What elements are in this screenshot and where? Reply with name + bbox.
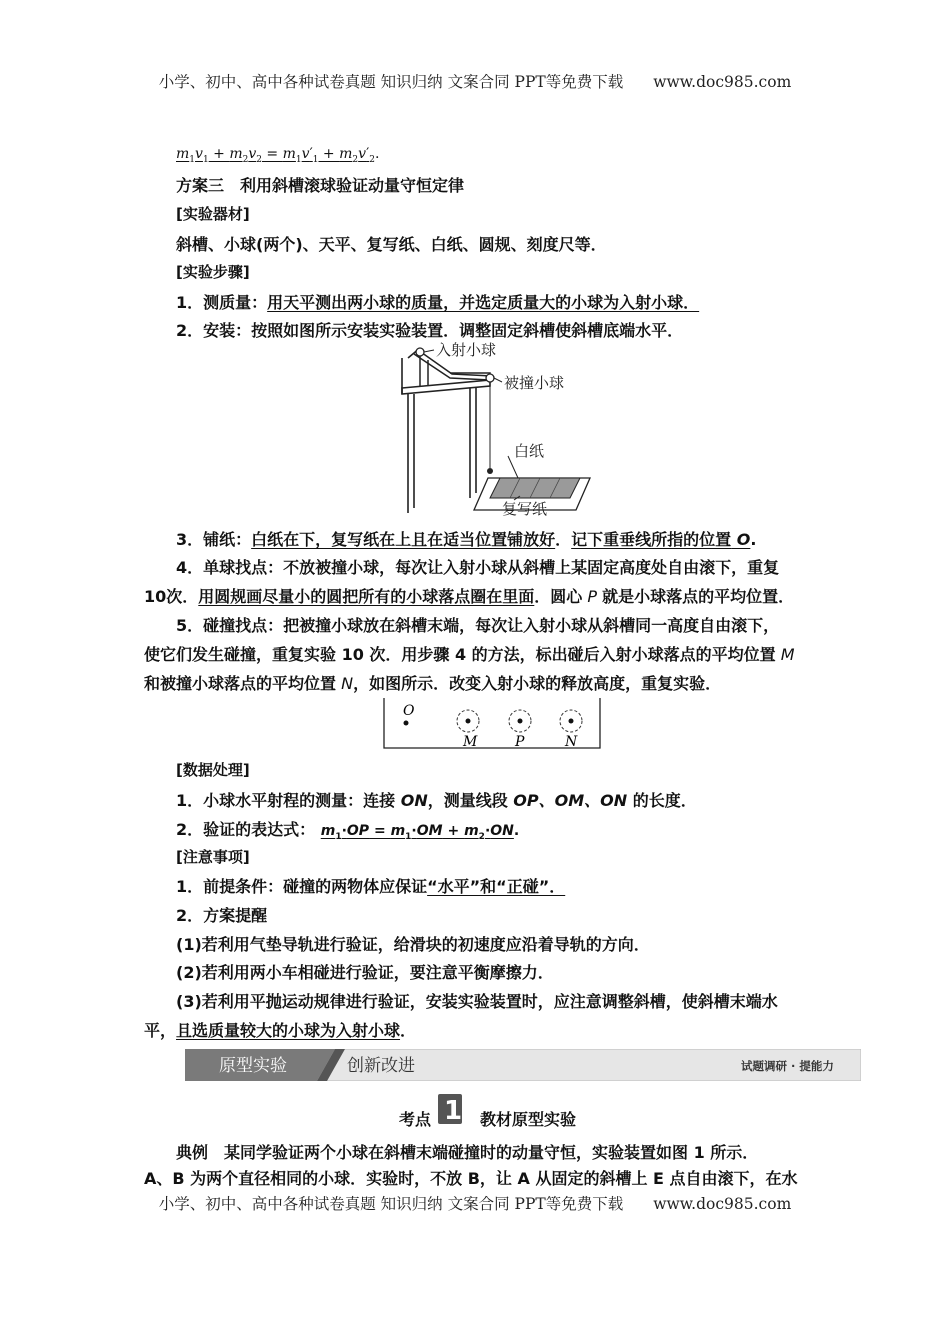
section-steps: [实验步骤] — [176, 263, 250, 281]
header-text: 小学、初中、高中各种试卷真题 知识归纳 文案合同 PPT等免费下载 — [158, 73, 624, 91]
incident-ball-icon — [416, 348, 424, 356]
step4-line1: 4．单球找点：不放被撞小球，每次让入射小球从斜槽上某固定高度处自由滚下，重复 — [176, 558, 780, 577]
label-carbon-paper: 复写纸 — [502, 500, 548, 518]
kaodian-prefix: 考点 — [399, 1110, 432, 1129]
label-N: N — [565, 734, 578, 750]
step3-u2: 记下重垂线所指的位置 — [571, 530, 732, 549]
kaodian-number: 1 — [444, 1096, 463, 1126]
example-line2: A、B 为两个直径相同的小球．实验时，不放 B，让 A 从固定的斜槽上 E 点自由滚下，在水 — [144, 1169, 798, 1188]
kaodian-number-badge — [438, 1094, 464, 1126]
step3-prefix: 3．铺纸： — [176, 530, 252, 549]
section-equipment: [实验器材] — [176, 205, 250, 223]
step5-line3: 和被撞小球落点的平均位置 N，如图所示．改变入射小球的释放高度，重复实验． — [144, 674, 722, 693]
note2-3-underlined: 且选质量较大的小球为入射小球 — [176, 1021, 401, 1040]
step4-underlined: 用圆规画尽量小的圆把所有的小球落点圈在里面 — [198, 587, 535, 606]
note2-3-prefix: 平， — [144, 1021, 177, 1040]
data1: 1．小球水平射程的测量：连接 ON，测量线段 OP、OM、ON 的长度． — [176, 791, 697, 810]
step3-u1: 白纸在下，复写纸在上且在适当位置铺放好 — [251, 530, 556, 549]
data2-prefix: 2．验证的表达式： — [176, 820, 316, 839]
step5-line2: 使它们发生碰撞，重复实验 10 次．用步骤 4 的方法，标出碰后入射小球落点的平均位置 M — [144, 645, 795, 664]
banner-right: 试题调研 · 提能力 — [741, 1059, 834, 1073]
step5-line3-suffix: ，如图所示．改变入射小球的释放高度，重复实验． — [353, 674, 722, 693]
footer-url[interactable]: www.doc985.com — [653, 1195, 792, 1213]
note1-prefix: 1．前提条件：碰撞的两物体应保证 — [176, 877, 428, 896]
apparatus-figure — [390, 338, 600, 518]
page-footer — [0, 1192, 950, 1214]
step5-line2-text: 使它们发生碰撞，重复实验 10 次．用步骤 4 的方法，标出碰后入射小球落点的平均位置 — [144, 645, 776, 664]
data1-prefix: 1．小球水平射程的测量：连接 — [176, 791, 396, 810]
step1-underlined: 用天平测出两小球的质量，并选定质量大的小球为入射小球． — [267, 293, 700, 312]
data2: 2．验证的表达式： $m_1\cdot OP = m_1\cdot OM + m_2\cdot ON$. — [176, 820, 520, 842]
scheme3-title: 方案三 利用斜槽滚球验证动量守恒定律 — [176, 176, 465, 195]
plumb-bob-icon — [487, 468, 493, 474]
step3: 3．铺纸：白纸在下，复写纸在上且在适当位置铺放好．记下重垂线所指的位置 O. — [176, 530, 757, 549]
step4-end: 就是小球落点的平均位置． — [602, 587, 795, 606]
banner-left: 原型实验 — [219, 1056, 287, 1076]
section-banner — [185, 1049, 861, 1081]
label-white-paper: 白纸 — [514, 442, 545, 460]
note2: 2．方案提醒 — [176, 906, 268, 925]
step2: 2．安装：按照如图所示安装实验装置．调整固定斜槽使斜槽底端水平． — [176, 321, 684, 340]
label-P: P — [515, 734, 525, 750]
label-incident-ball: 入射小球 — [436, 341, 497, 359]
formula-line: $m_1v_1 + m_2v_2 = m_1v'_1 + m_2v'_2$. — [176, 146, 380, 165]
label-O: O — [403, 703, 415, 719]
step5-line3-prefix: 和被撞小球落点的平均位置 — [144, 674, 337, 693]
step3-mid: ． — [555, 530, 572, 549]
landing-points-figure — [383, 698, 601, 750]
step4-prefix: 10次． — [144, 587, 199, 606]
note2-3-suffix: ． — [400, 1021, 417, 1040]
kaodian-title: 教材原型实验 — [480, 1110, 577, 1129]
banner-middle: 创新改进 — [347, 1056, 415, 1076]
note2-3-line2 — [144, 1018, 416, 1041]
equipment-text: 斜槽、小球(两个)、天平、复写纸、白纸、圆规、刻度尺等． — [176, 235, 607, 254]
note2-2: (2)若利用两小车相碰进行验证，要注意平衡摩擦力． — [176, 963, 554, 982]
label-M: M — [463, 734, 478, 750]
note2-1: (1)若利用气垫导轨进行验证，给滑块的初速度应沿着导轨的方向． — [176, 935, 650, 954]
step4-line2: 10次．用圆规画尽量小的圆把所有的小球落点圈在里面．圆心 P 就是小球落点的平均位置． — [144, 587, 795, 606]
section-notes: [注意事项] — [176, 848, 250, 866]
note1-underlined: “水平”和“正碰”． — [427, 877, 566, 896]
data1-mid: ，测量线段 — [427, 791, 508, 810]
label-target-ball: 被撞小球 — [504, 374, 565, 392]
note2-3-line1: (3)若利用平抛运动规律进行验证，安装实验装置时，应注意调整斜槽，使斜槽末端水 — [176, 992, 778, 1011]
data1-suffix: 的长度． — [632, 791, 697, 810]
target-ball-icon — [486, 374, 494, 382]
step1 — [176, 290, 699, 313]
step5-line1: 5．碰撞找点：把被撞小球放在斜槽末端，每次让入射小球从斜槽同一高度自由滚下， — [176, 616, 780, 635]
point-O — [404, 721, 409, 726]
step1-prefix: 1．测质量： — [176, 293, 268, 312]
note1 — [176, 874, 565, 897]
section-data: [数据处理] — [176, 761, 250, 779]
page-header — [0, 70, 950, 92]
footer-text: 小学、初中、高中各种试卷真题 知识归纳 文案合同 PPT等免费下载 — [158, 1195, 624, 1213]
header-url[interactable]: www.doc985.com — [653, 73, 792, 91]
example-line1: 典例 某同学验证两个小球在斜槽末端碰撞时的动量守恒，实验装置如图 1 所示． — [176, 1143, 759, 1162]
step4-suffix: ．圆心 — [534, 587, 583, 606]
